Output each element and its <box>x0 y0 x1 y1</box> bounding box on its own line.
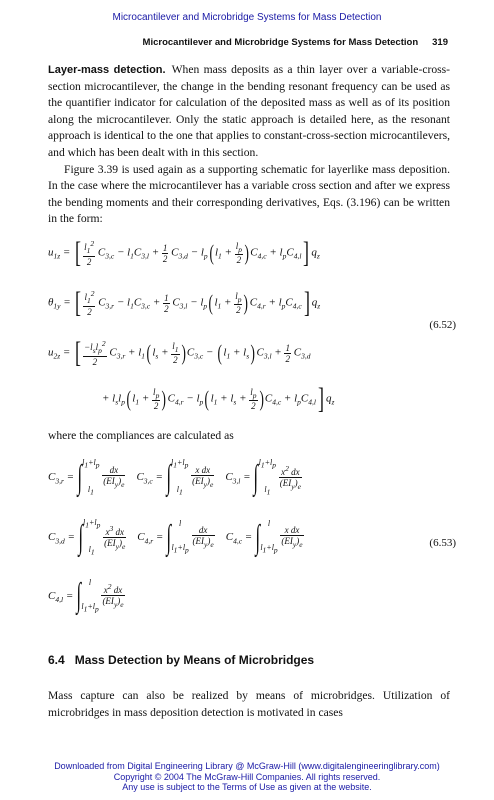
equation-number-6-53: (6.53) <box>429 537 456 549</box>
equation-theta1y: $\theta_{1y}$ = [ $\frac{l_1^2}{2}$ $C_{3,r} - l_1C_{3,c}$ + $\frac{1}{2}$ $C_{3,l} - l_p(l_1$ + $\frac{l_p}{2}$ )$C_{4,r} + l_pC_{4,c}$] $q_z$ <box>48 286 321 319</box>
equation-compliances-row1: $C_{3,r}$ = ∫ $l_1+l_p$ $l_1$ $\frac{dx}{(EI_y)_e}$ $C_{3,c}$ = ∫ $l_1+l_p$ $l_1$ $\frac{\text{x dx}}{(EI_y)_e}$ $C_{3,l}$ = ∫ $l_1+l_p$ $l_1$ $\frac{x^2 dx}{(EI_y)_e}$ <box>48 458 301 497</box>
running-head-title: Microcantilever and Microbridge Systems for Mass Detection <box>142 37 419 48</box>
paragraph-figure-reference: Figure 3.39 is used again as a supporting schematic for layerlike mass deposition. In the case where the microcantilever has a variable cross section and after we express the bending moments and their corresponding derivatives, Eqs. (3.196) can be written in the form: <box>48 162 450 226</box>
footer <box>0 761 494 793</box>
equation-compliances-row2: $C_{3,d}$ = ∫ $l_1+l_p$ $l_1$ $\frac{x^3 dx}{(EI_y)_e}$ $C_{4,r}$ = ∫ l $l_1+l_p$ $\frac{dx}{(EI_y)_e}$ $C_{4,c}$ = ∫ l $l_1+l_p$ $\frac{\text{x dx}}{(EI_y)_e}$ <box>48 518 303 557</box>
section-title: Mass Detection by Means of Microbridges <box>74 653 315 667</box>
page-number: 319 <box>432 37 448 48</box>
equation-u2z-line1: $u_{2z}$ = [ $\frac{-l_sl_p^2}{2}$ $C_{3,r} + l_1(l_s$ + $\frac{l_1}{2}$ )$C_{3,c} - (l_1 + l_s)C_{3,l}$ + $\frac{1}{2}$ $C_{3,d}$ <box>48 336 311 369</box>
section-number: 6.4 <box>48 653 65 667</box>
running-head <box>48 37 448 48</box>
paragraph-microbridges: Mass capture can also be realized by means of microbridges. Utilization of microbridges in mass deposition detection is motivated in cases <box>48 689 450 719</box>
paragraph-compliances: where the compliances are calculated as <box>48 429 234 442</box>
footer-copyright: Copyright © 2004 The McGraw-Hill Companies. All rights reserved. <box>113 771 381 782</box>
paragraph-text: When mass deposits as a thin layer over a variable-cross-section microcantilever, the change in the bending resonant frequency can be used as the quantifier indicator for calculation of the deposited mass as well as of its position along the microcantilever. Only the static approach is detailed here, as the resonant approach is identical to the one that applies to constant-cross-section microcantilevers, and which has been dealt with in this section. <box>48 63 451 159</box>
equation-u2z-line2: + $l_sl_p(l_1$ + $\frac{l_p}{2}$ )$C_{4,r} - l_p(l_1 + l_s$ + $\frac{l_p}{2}$ )$C_{4,c} + l_pC_{4,l}$] $q_z$ <box>102 382 335 415</box>
equation-compliances-row3: $C_{4,l}$ = ∫ l $l_1+l_p$ $\frac{x^2 dx}{(EI_y)_e}$ <box>48 577 124 615</box>
paragraph-lead: Layer-mass detection. <box>48 64 166 76</box>
footer-download-link[interactable]: Downloaded from Digital Engineering Library @ McGraw-Hill (www.digitalengineeringlibrary.com) <box>54 761 440 771</box>
section-heading <box>48 652 448 668</box>
footer-terms: Any use is subject to the Terms of Use as given at the website. <box>122 782 372 792</box>
equation-number-6-52: (6.52) <box>429 319 456 331</box>
paragraph-layer-mass <box>48 62 450 228</box>
top-banner: Microcantilever and Microbridge Systems for Mass Detection <box>112 12 382 23</box>
equation-u1z: $u_{1z}$ = [ $\frac{l_1^2}{2}$ $C_{3,c} - l_1C_{3,l}$ + $\frac{1}{2}$ $C_{3,d} - l_p(l_1$ + $\frac{l_p}{2}$ )$C_{4,c} + l_pC_{4,l}$] $q_z$ <box>48 236 320 269</box>
